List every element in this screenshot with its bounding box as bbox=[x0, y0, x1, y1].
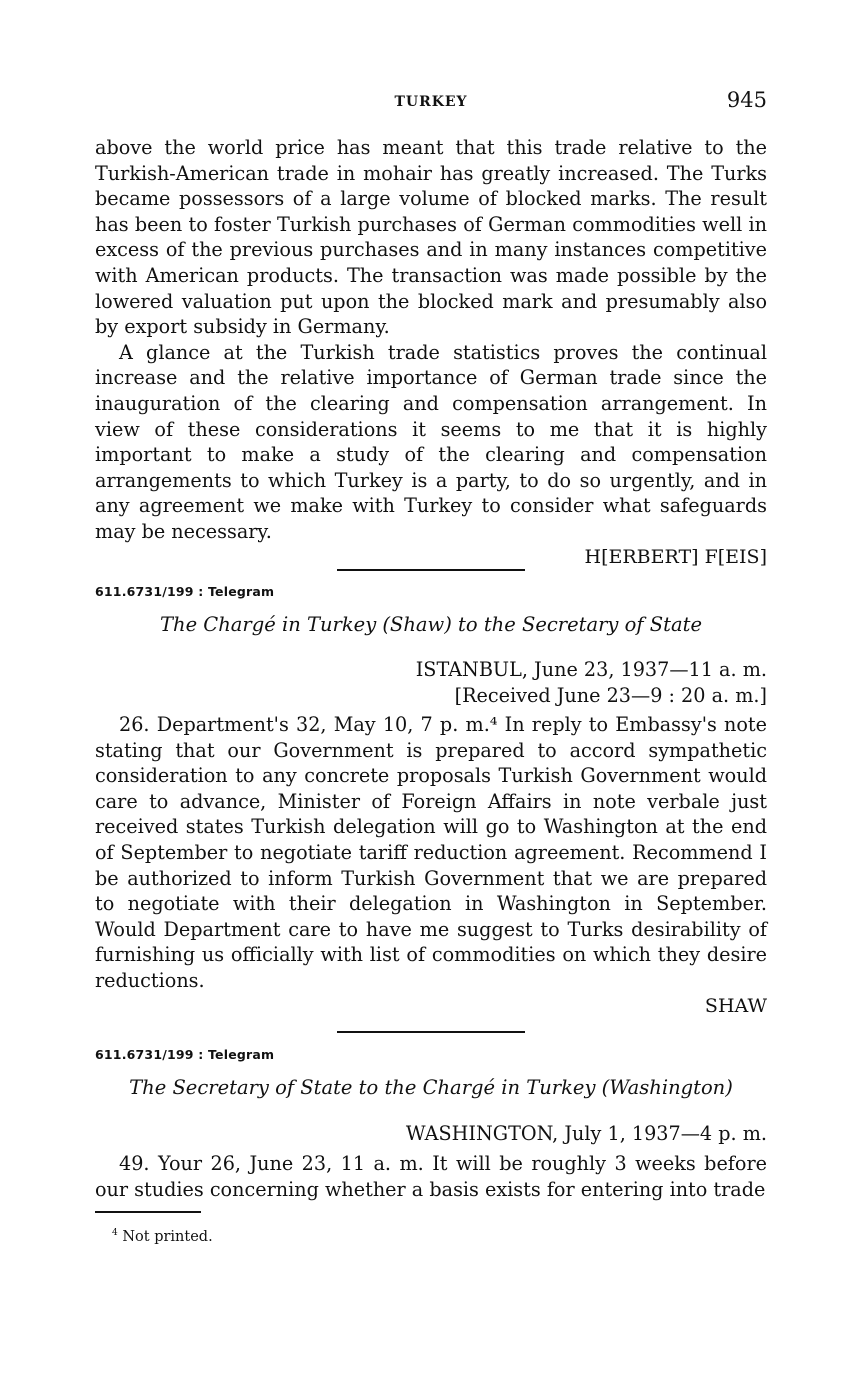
telegram-body bbox=[95, 1151, 767, 1202]
signature-shaw: SHAW bbox=[704, 994, 767, 1017]
section-divider bbox=[337, 1031, 525, 1033]
signature-feis: H[ERBERT] F[EIS] bbox=[584, 545, 767, 568]
dateline bbox=[416, 657, 767, 709]
paragraph-1: above the world price has meant that this trade relative to the Turkish-American trade in mohair has greatly increased. The Turks became possessors of a large volume of blocked marks. The result has been to foster Turkish purchases of German commodities well in excess of the previous purchases and in many instances competitive with American products. The transaction was made possible by the lowered valuation put upon the blocked mark and presumably also by export subsidy in Germany. bbox=[95, 136, 767, 339]
paragraph-2: A glance at the Turkish trade statistics proves the continual increase and the relative importance of German trade since the inauguration of the clearing and compensation arrangement. In view of these considerations it seems to me that it is highly important to make a study of the clearing and compensation arrangements to which Turkey is a party, to do so urgently, and in any agreement we make with Turkey to consider what safeguards may be necessary. bbox=[95, 340, 767, 543]
section-divider bbox=[337, 569, 525, 571]
running-title: TURKEY bbox=[394, 94, 468, 110]
footnote bbox=[112, 1228, 213, 1245]
footnote-text: Not printed. bbox=[122, 1228, 213, 1245]
document-title: The Secretary of State to the Chargé in Turkey (Washington) bbox=[129, 1076, 733, 1099]
telegram-body bbox=[95, 712, 767, 1019]
dateline-text: WASHINGTON, July 1, 1937—4 p. m. bbox=[405, 1122, 767, 1145]
document-title: The Chargé in Turkey (Shaw) to the Secretary of State bbox=[160, 613, 702, 636]
dateline bbox=[406, 1121, 767, 1147]
footnote-rule bbox=[95, 1211, 201, 1213]
telegram-text: 26. Department's 32, May 10, 7 p. m.⁴ In reply to Embassy's note stating that our Government is prepared to accord sympathetic consideration to any concrete proposals Turkish Government would care to advance, Minister of Foreign Affairs in note verbale just received states Turkish delegation will go to Washington at the end of September to negotiate tariff reduction agreement. Recommend I be authorized to inform Turkish Government that we are prepared to negotiate with their delegation in Washington in September. Would Department care to have me suggest to Turks desirability of furnishing us officially with list of commodities on which they desire reductions. bbox=[95, 713, 767, 992]
file-reference: 611.6731/199 : Telegram bbox=[95, 1047, 275, 1062]
section-continuation bbox=[95, 135, 767, 570]
received-text: [Received June 23—9 : 20 a. m.] bbox=[454, 684, 767, 707]
page-number: 945 bbox=[726, 88, 767, 112]
page-header bbox=[95, 88, 767, 118]
telegram-text: 49. Your 26, June 23, 11 a. m. It will be roughly 3 weeks before our studies concerning whether a basis exists for entering into trade bbox=[95, 1152, 767, 1201]
file-reference: 611.6731/199 : Telegram bbox=[95, 584, 275, 599]
dateline-text: ISTANBUL, June 23, 1937—11 a. m. bbox=[415, 658, 767, 681]
footnote-marker: 4 bbox=[112, 1228, 118, 1238]
